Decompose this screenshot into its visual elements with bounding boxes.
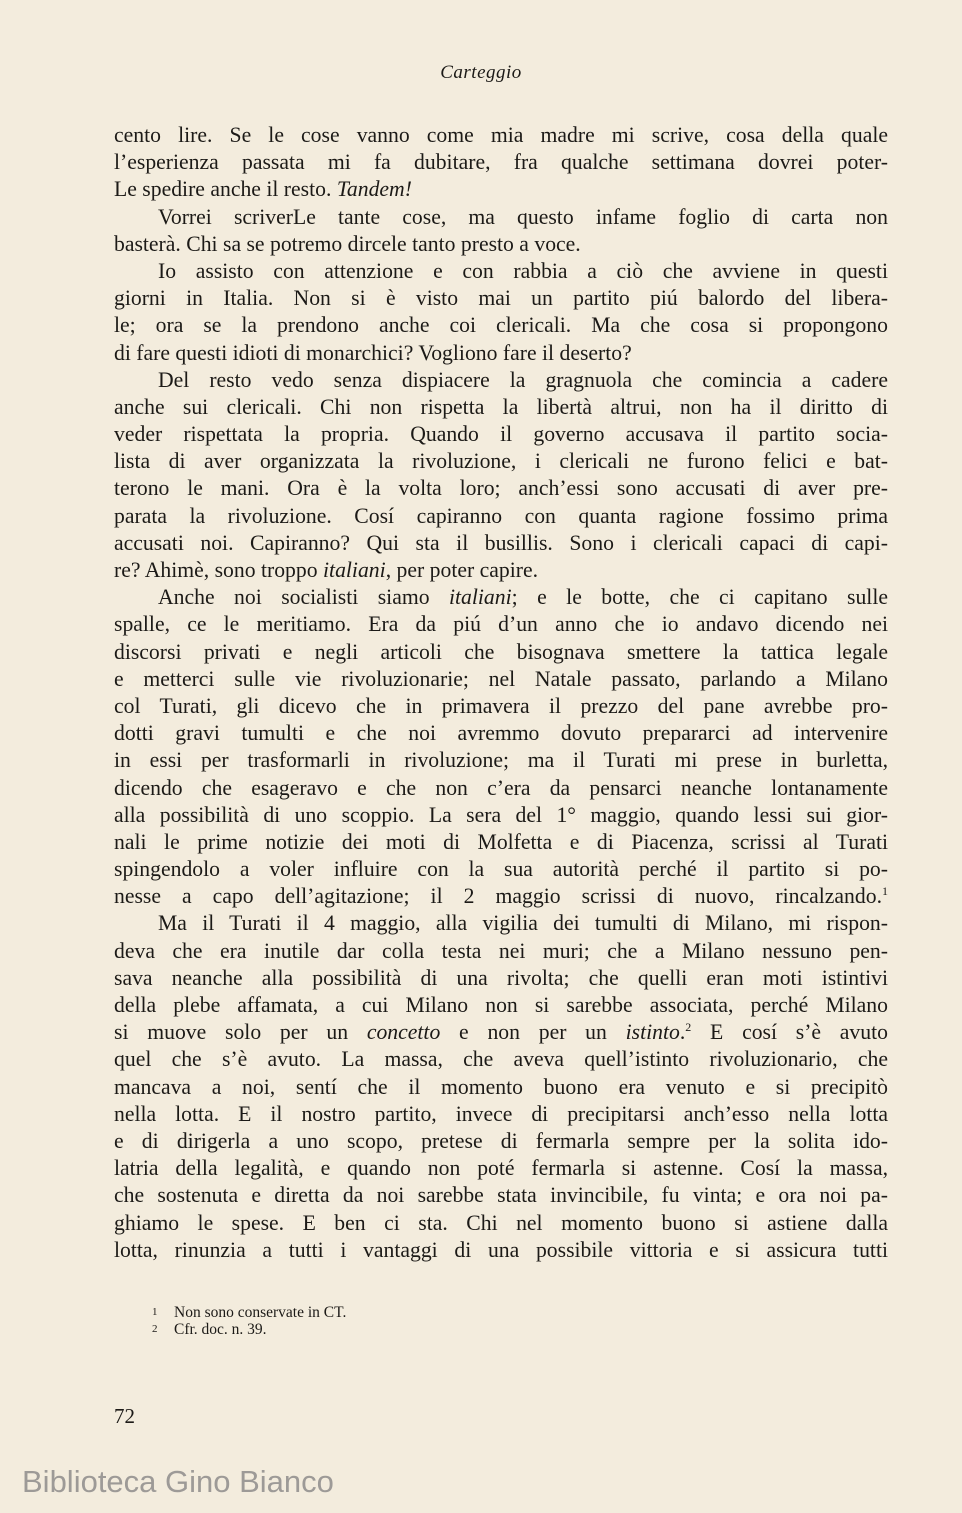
- text-line: accusati noi. Capiranno? Qui sta il busillis. Sono i clericali capaci di capi-: [114, 530, 888, 555]
- text-line: spalle, ce le meritiamo. Era da piú d’un anno che io andavo dicendo nei: [114, 612, 888, 637]
- footnotes: [152, 1304, 346, 1338]
- footnote-ref: 1: [882, 884, 888, 899]
- text-segment: si muove solo per un: [114, 1020, 367, 1045]
- text-segment: e non per un: [440, 1020, 626, 1045]
- italic-text: istinto: [625, 1020, 680, 1045]
- italic-text: Tandem!: [336, 177, 412, 202]
- italic-text: italiani: [323, 558, 386, 582]
- text-segment: .: [679, 1020, 686, 1045]
- text-line: [114, 584, 888, 611]
- text-line: dotti gravi tumulti e che noi avremmo dovuto prepararci ad intervenire: [114, 721, 888, 746]
- text-line: quel che s’è avuto. La massa, che aveva quell’istinto rivoluzionario, che: [114, 1047, 888, 1072]
- text-line: Io assisto con attenzione e con rabbia a ciò che avviene in questi: [158, 258, 888, 283]
- text-line: e metterci sulle vie rivoluzionarie; nel Natale passato, parlando a Milano: [114, 666, 888, 691]
- text-line: che sostenuta e diretta da noi sarebbe stata invincibile, fu vinta; e ora noi pa-: [114, 1183, 888, 1208]
- text-line: dicendo che esageravo e che non c’era da pensarci neanche lontanamente: [114, 775, 888, 800]
- text-line: alla possibilità di uno scoppio. La sera del 1° maggio, quando lessi sui gior-: [114, 802, 888, 827]
- text-line: ghiamo le spese. E ben ci sta. Chi nel momento buono si astiene dalla: [114, 1210, 888, 1235]
- text-line: cento lire. Se le cose vanno come mia madre mi scrive, cosa della quale: [114, 123, 888, 147]
- text-line: sava neanche alla possibilità di una rivolta; che quelli eran moti istintivi: [114, 965, 888, 990]
- text-segment: , per poter capire.: [385, 558, 539, 582]
- text-line: col Turati, gli dicevo che in primavera il prezzo del pane avrebbe pro-: [114, 693, 888, 718]
- watermark: Biblioteca Gino Bianco: [22, 1464, 334, 1499]
- text-line: latria della legalità, e quando non poté fermarla si astenne. Cosí la massa,: [114, 1156, 888, 1181]
- text-line: spingendolo a voler influire con la sua autorità perché il partito si po-: [114, 857, 888, 882]
- italic-text: italiani: [448, 585, 512, 610]
- text-line: discorsi privati e negli articoli che bisognava smettere la tattica legale: [114, 639, 888, 664]
- footnote-text: Cfr. doc. n. 39.: [174, 1321, 267, 1338]
- text-segment: E cosí s’è avuto: [691, 1020, 888, 1045]
- footnote-number: 1: [152, 1306, 158, 1318]
- text-segment: nesse a capo dell’agitazione; il 2 maggio scrissi di nuovo, rincalzando.: [114, 884, 882, 909]
- text-line: Del resto vedo senza dispiacere la gragnuola che comincia a cadere: [158, 367, 888, 392]
- footnote-number: 2: [152, 1323, 158, 1335]
- text-line: l’esperienza passata mi fa dubitare, fra qualche settimana dovrei poter-: [114, 150, 888, 175]
- text-line: [114, 557, 888, 584]
- text-line: lista di aver organizzata la rivoluzione, i clericali ne furono felici e bat-: [114, 449, 888, 474]
- text-line: [114, 1019, 888, 1046]
- text-line: e di dirigerla a uno scopo, pretese di fermarla sempre per la solita ido-: [114, 1128, 888, 1153]
- footnote-ref: 2: [685, 1019, 692, 1034]
- text-line: [114, 176, 888, 203]
- text-line: Ma il Turati il 4 maggio, alla vigilia dei tumulti di Milano, mi rispon-: [158, 911, 888, 936]
- text-line: in essi per trasformarli in rivoluzione; ma il Turati mi prese in burletta,: [114, 748, 888, 773]
- text-line: veder rispettata la propria. Quando il governo accusava il partito socia-: [114, 422, 888, 447]
- text-line: Vorrei scriverLe tante cose, ma questo infame foglio di carta non: [158, 204, 888, 229]
- running-header: Carteggio: [440, 62, 522, 83]
- text-segment: re? Ahimè, sono troppo: [114, 558, 324, 582]
- footnote-text: Non sono conservate in CT.: [174, 1304, 347, 1321]
- text-line: [114, 883, 888, 910]
- text-segment: Anche noi socialisti siamo: [158, 585, 449, 610]
- text-line: di fare questi idioti di monarchici? Vogliono fare il deserto?: [114, 340, 632, 365]
- text-line: parata la rivoluzione. Cosí capiranno con quanta ragione fossimo prima: [114, 503, 888, 528]
- text-line: lotta, rinunzia a tutti i vantaggi di una possibile vittoria e si assicura tutti: [114, 1237, 888, 1262]
- text-line: giorni in Italia. Non si è visto mai un partito piú balordo del libera-: [114, 286, 888, 311]
- text-line: basterà. Chi sa se potremo dircele tanto presto a voce.: [114, 231, 581, 256]
- footnote: [152, 1321, 346, 1338]
- text-line: anche sui clericali. Chi non rispetta la libertà altrui, non ha il diritto di: [114, 394, 888, 419]
- text-line: nella lotta. E il nostro partito, invece di precipitarsi anch’esso nella lotta: [114, 1101, 888, 1126]
- footnote: [152, 1304, 346, 1321]
- text-segment: ; e le botte, che ci capitano sulle: [511, 585, 888, 610]
- body-text: [114, 122, 888, 1264]
- text-line: terono le mani. Ora è la volta loro; anch’essi sono accusati di aver pre-: [114, 476, 888, 501]
- text-line: mancava a noi, sentí che il momento buono era venuto e si precipitò: [114, 1074, 888, 1099]
- text-line: le; ora se la prendono anche coi clericali. Ma che cosa si propongono: [114, 313, 888, 338]
- page-number: 72: [114, 1404, 135, 1428]
- text-line: deva che era inutile dar colla testa nei muri; che a Milano nessuno pen-: [114, 938, 888, 963]
- text-line: nali le prime notizie dei moti di Molfetta e di Piacenza, scrissi al Turati: [114, 829, 888, 854]
- text-segment: Le spedire anche il resto.: [114, 177, 337, 202]
- text-line: della plebe affamata, a cui Milano non si sarebbe associata, perché Milano: [114, 993, 888, 1017]
- italic-text: concetto: [366, 1020, 441, 1045]
